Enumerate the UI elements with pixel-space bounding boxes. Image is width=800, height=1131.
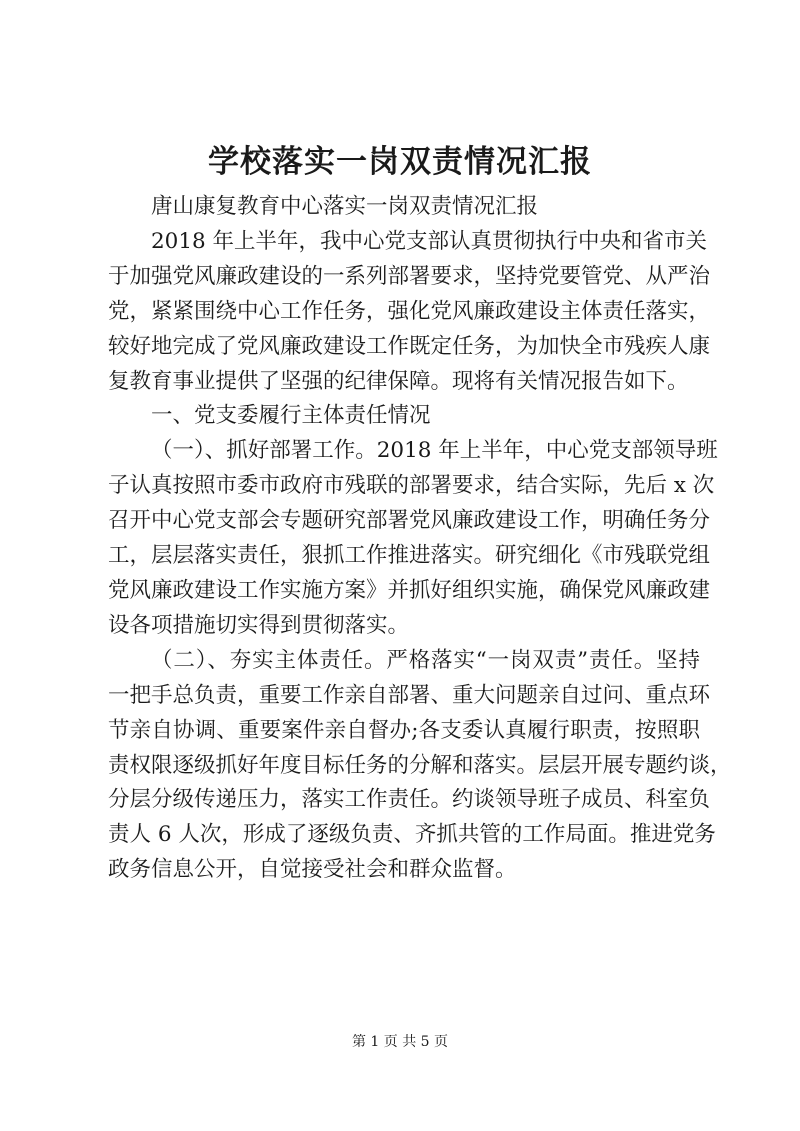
text-line: 子认真按照市委市政府市残联的部署要求，结合实际，先后 x 次: [108, 473, 715, 499]
text-line: （一）、抓好部署工作。2018 年上半年，中心党支部领导班: [151, 438, 718, 464]
document-title: 学校落实一岗双责情况汇报: [208, 144, 592, 180]
text-line: 复教育事业提供了坚强的纪律保障。现将有关情况报告如下。: [108, 368, 689, 394]
paragraph-deployment: [108, 434, 718, 643]
text-line: 召开中心党支部会专题研究部署党风廉政建设工作，明确任务分: [108, 508, 711, 534]
text-line: （二）、夯实主体责任。严格落实“一岗双责”责任。坚持: [151, 647, 700, 673]
text-line: 节亲自协调、重要案件亲自督办;各支委认真履行职责，按照职: [108, 717, 700, 743]
section-heading-text: 一、党支委履行主体责任情况: [151, 403, 431, 429]
text-line: 政务信息公开，自觉接受社会和群众监督。: [108, 857, 517, 883]
text-line: 于加强党风廉政建设的一系列部署要求，坚持党要管党、从严治: [108, 263, 711, 289]
paragraph-responsibility: [108, 644, 732, 888]
paragraph-intro: [108, 225, 711, 400]
text-line: 较好地完成了党风廉政建设工作既定任务，为加快全市残疾人康: [108, 333, 711, 359]
text-line: 责人 6 人次，形成了逐级负责、齐抓共管的工作局面。推进党务: [108, 822, 716, 848]
text-line: 党风廉政建设工作实施方案》并抓好组织实施，确保党风廉政建: [108, 577, 711, 603]
document-body: [108, 190, 732, 888]
text-line: 一把手总负责，重要工作亲自部署、重大问题亲自过问、重点环: [108, 682, 711, 708]
text-line: 责权限逐级抓好年度目标任务的分解和落实。层层开展专题约谈，: [108, 752, 732, 778]
document-subtitle: 唐山康复教育中心落实一岗双责情况汇报: [151, 194, 539, 219]
text-line: 工，层层落实责任，狠抓工作推进落实。研究细化《市残联党组: [108, 543, 711, 569]
page-footer: 第 1 页 共 5 页: [351, 1034, 449, 1050]
text-line: 分层分级传递压力，落实工作责任。约谈领导班子成员、科室负: [108, 787, 711, 813]
text-line: 党，紧紧围绕中心工作任务，强化党风廉政建设主体责任落实，: [108, 298, 711, 324]
text-line: 设各项措施切实得到贯彻落实。: [108, 612, 410, 638]
text-line: 2018 年上半年，我中心党支部认真贯彻执行中央和省市关: [151, 228, 708, 254]
section-heading: [108, 399, 700, 434]
